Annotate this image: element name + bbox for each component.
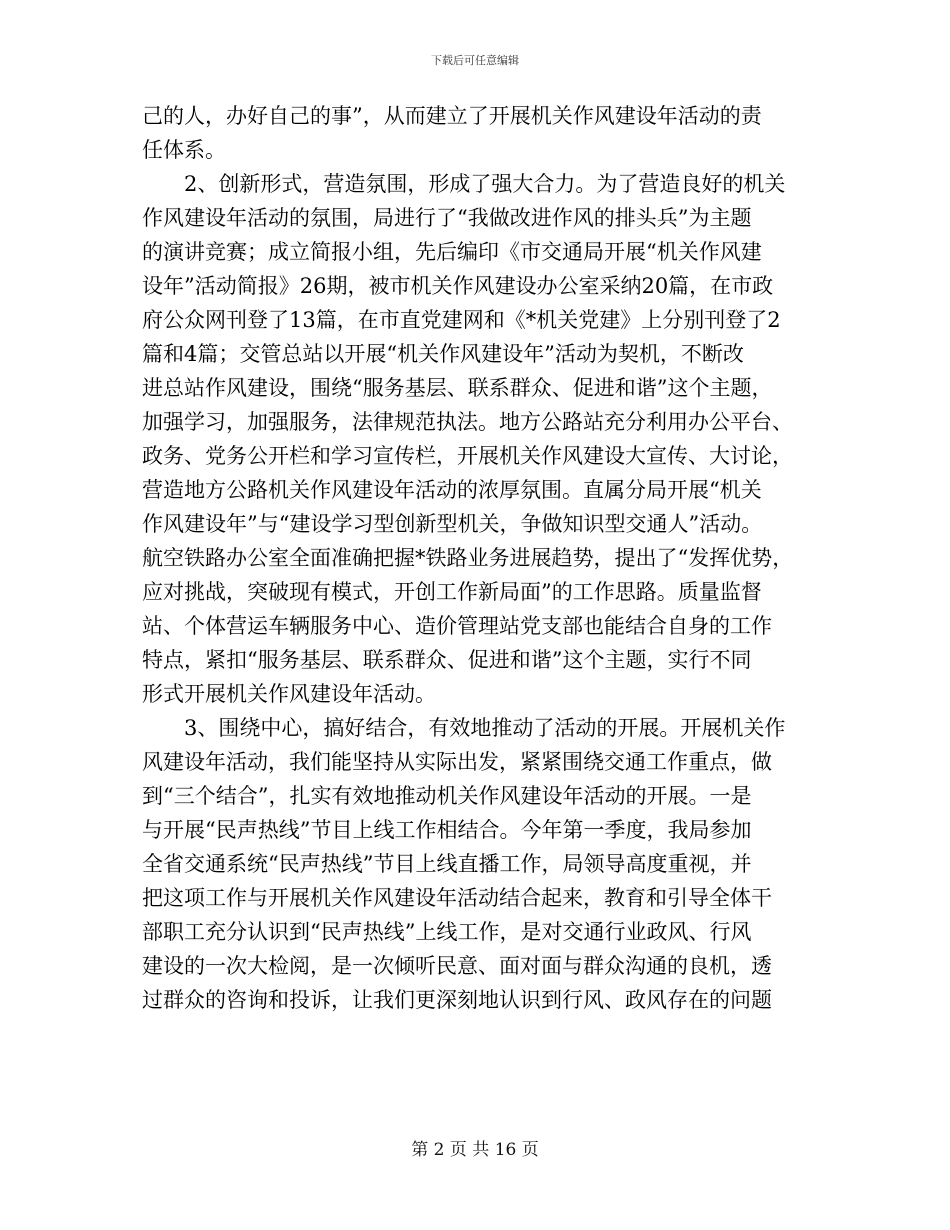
text-line: 风建设年活动，我们能坚持从实际出发，紧紧围绕交通工作重点，做 xyxy=(142,750,772,774)
text-line: 设年”活动简报》26期，被市机关作风建设办公室采纳20篇，在市政 xyxy=(142,274,774,298)
text-line: 航空铁路办公室全面准确把握*铁路业务进展趋势，提出了“发挥优势， xyxy=(142,546,794,570)
text-line: 把这项工作与开展机关作风建设年活动结合起来，教育和引导全体干 xyxy=(142,886,772,910)
text-line: 政务、党务公开栏和学习宣传栏，开展机关作风建设大宣传、大讨论， xyxy=(142,444,793,468)
text-line: 加强学习，加强服务，法律规范执法。地方公路站充分利用办公平台、 xyxy=(142,410,793,434)
text-line: 进总站作风建设，围绕“服务基层、联系群众、促进和谐”这个主题， xyxy=(142,376,773,400)
page-header-note: 下载后可任意编辑 xyxy=(431,54,519,67)
text-line: 府公众网刊登了13篇，在市直党建网和《*机关党建》上分别刊登了2 xyxy=(142,308,781,332)
text-line: 建设的一次大检阅，是一次倾听民意、面对面与群众沟通的良机，透 xyxy=(142,954,772,978)
text-line: 到“三个结合”，扎实有效地推动机关作风建设年活动的开展。一是 xyxy=(142,784,752,808)
text-line: 与开展“民声热线”节目上线工作相结合。今年第一季度，我局参加 xyxy=(142,818,752,842)
text-line: 篇和4篇；交管总站以开展“机关作风建设年”活动为契机，不断改 xyxy=(142,342,744,366)
text-line: 的演讲竞赛；成立简报小组，先后编印《市交通局开展“机关作风建 xyxy=(142,240,762,264)
text-line: 过群众的咨询和投诉，让我们更深刻地认识到行风、政风存在的问题 xyxy=(142,988,772,1012)
paragraph-start-line: 2、创新形式，营造氛围，形成了强大合力。为了营造良好的机关 xyxy=(142,172,786,196)
text-line: 应对挑战，突破现有模式，开创工作新局面”的工作思路。质量监督 xyxy=(142,580,762,604)
text-line: 己的人，办好自己的事”，从而建立了开展机关作风建设年活动的责 xyxy=(142,104,762,128)
text-line: 作风建设年活动的氛围，局进行了“我做改进作风的排头兵”为主题 xyxy=(142,206,752,230)
text-line: 站、个体营运车辆服务中心、造价管理站党支部也能结合自身的工作 xyxy=(142,614,772,638)
page-number-footer: 第 2 页 共 16 页 xyxy=(411,1140,539,1160)
text-line: 营造地方公路机关作风建设年活动的浓厚氛围。直属分局开展“机关 xyxy=(142,478,762,502)
text-line: 形式开展机关作风建设年活动。 xyxy=(142,682,436,706)
text-line: 任体系。 xyxy=(142,138,226,162)
document-body xyxy=(142,99,808,1017)
text-line: 全省交通系统“民声热线”节目上线直播工作，局领导高度重视，并 xyxy=(142,852,752,876)
text-line: 作风建设年”与“建设学习型创新型机关，争做知识型交通人”活动。 xyxy=(142,512,763,536)
text-line: 特点，紧扣“服务基层、联系群众、促进和谐”这个主题，实行不同 xyxy=(142,648,752,672)
paragraph-start-line: 3、围绕中心，搞好结合，有效地推动了活动的开展。开展机关作 xyxy=(142,716,786,740)
text-line: 部职工充分认识到“民声热线”上线工作，是对交通行业政风、行风 xyxy=(142,920,752,944)
